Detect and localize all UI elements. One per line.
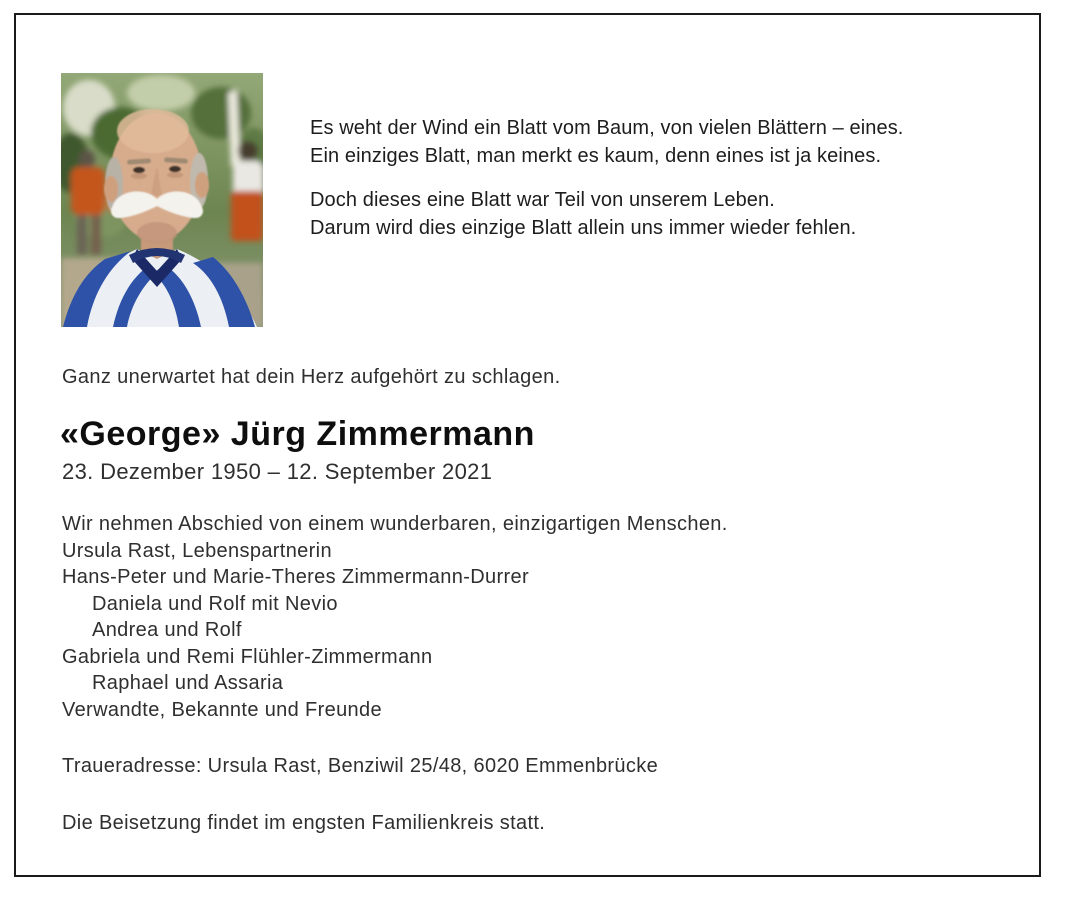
life-dates: 23. Dezember 1950 – 12. September 2021 xyxy=(62,459,493,484)
family-line: Andrea und Rolf xyxy=(92,619,242,641)
family-line: Hans-Peter und Marie-Theres Zimmermann-Durrer xyxy=(62,566,529,588)
poem-line: Darum wird dies einzige Blatt allein uns immer wieder fehlen. xyxy=(310,217,857,239)
intro-line: Ganz unerwartet hat dein Herz aufgehört zu schlagen. xyxy=(62,366,561,388)
family-line: Wir nehmen Abschied von einem wunderbaren, einzigartigen Menschen. xyxy=(62,513,728,535)
poem-line: Es weht der Wind ein Blatt vom Baum, von vielen Blättern – eines. xyxy=(310,117,904,139)
poem-line: Doch dieses eine Blatt war Teil von unserem Leben. xyxy=(310,189,775,211)
mourning-address: Traueradresse: Ursula Rast, Benziwil 25/48, 6020 Emmenbrücke xyxy=(62,755,659,777)
memorial-poem xyxy=(310,114,903,242)
portrait-photo-svg xyxy=(61,73,263,327)
obituary-page xyxy=(14,13,1041,877)
family-line: Daniela und Rolf mit Nevio xyxy=(92,592,338,615)
poem-line: Ein einziges Blatt, man merkt es kaum, denn eines ist ja keines. xyxy=(310,145,882,167)
family-line: Ursula Rast, Lebenspartnerin xyxy=(62,539,332,562)
deceased-name: «George» Jürg Zimmermann xyxy=(60,415,535,453)
burial-note: Die Beisetzung findet im engsten Familienkreis statt. xyxy=(62,812,546,834)
family-list xyxy=(62,511,728,723)
family-line: Verwandte, Bekannte und Freunde xyxy=(62,698,382,721)
family-line: Gabriela und Remi Flühler-Zimmermann xyxy=(62,645,433,668)
family-line: Raphael und Assaria xyxy=(92,672,284,694)
portrait-photo xyxy=(61,73,263,327)
